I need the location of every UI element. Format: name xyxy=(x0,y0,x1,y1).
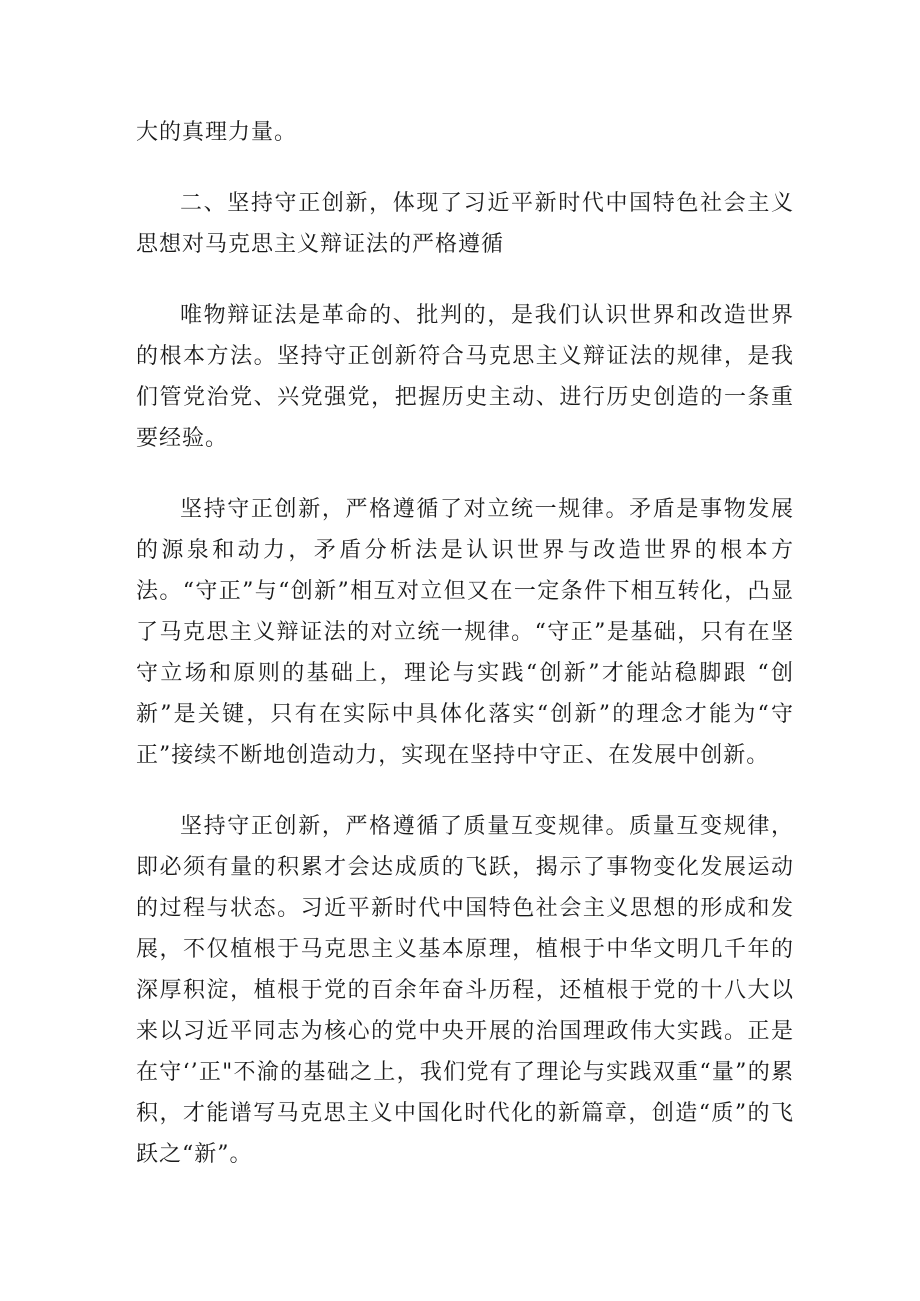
paragraph: 坚持守正创新，严格遵循了对立统一规律。矛盾是事物发展的源泉和动力，矛盾分析法是认识世界与改造世界的根本方法。“守正”与“创新”相互对立但又在一定条件下相互转化，凸显了马克思主义辩证法的对立统一规律。“守正”是基础，只有在坚守立场和原则的基础上，理论与实践“创新”才能站稳脚跟 “创新”是关键，只有在实际中具体化落实“创新”的理念才能为“守正”接续不断地创造动力，实现在坚持中守正、在发展中创新。 xyxy=(136,497,794,768)
section-heading: 二、坚持守正创新，体现了习近平新时代中国特色社会主义思想对马克思主义辩证法的严格遵循 xyxy=(136,191,794,257)
paragraph: 唯物辩证法是革命的、批判的，是我们认识世界和改造世界的根本方法。坚持守正创新符合马克思主义辩证法的规律，是我们管党治党、兴党强党，把握历史主动、进行历史创造的一条重要经验。 xyxy=(136,303,794,451)
paragraph: 坚持守正创新，严格遵循了质量互变规律。质量互变规律，即必须有量的积累才会达成质的飞跃，揭示了事物变化发展运动的过程与状态。习近平新时代中国特色社会主义思想的形成和发展，不仅植根于马克思主义基本原理，植根于中华文明几千年的深厚积淀，植根于党的百余年奋斗历程，还植根于党的十八大以来以习近平同志为核心的党中央开展的治国理政伟大实践。正是在守‘’正"不渝的基础之上，我们党有了理论与实践双重“量”的累积，才能谱写马克思主义中国化时代化的新篇章，创造“质”的飞跃之“新”。 xyxy=(136,814,794,1167)
paragraph-continuation: 大的真理力量。 xyxy=(136,120,298,145)
